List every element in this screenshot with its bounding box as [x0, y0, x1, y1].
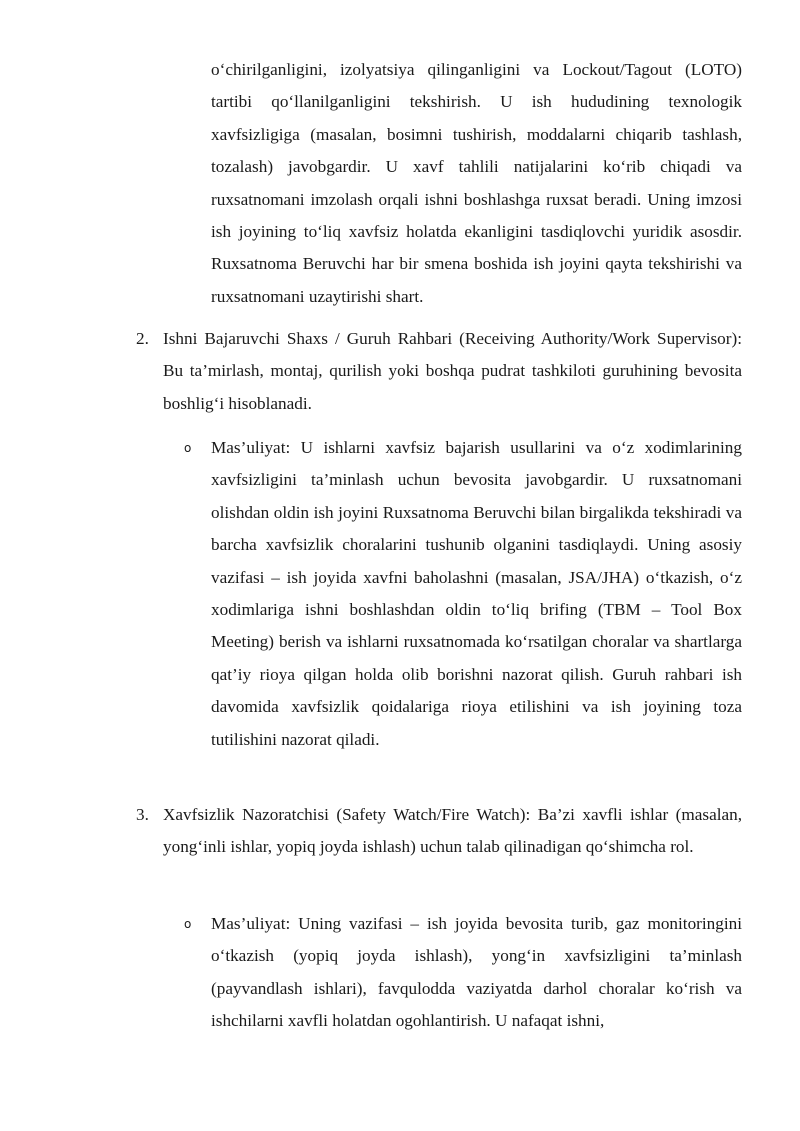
sub-item-responsibility-2 [184, 432, 742, 756]
sub-item-responsibility-3 [184, 908, 742, 1038]
list-item-2 [136, 323, 742, 420]
bullet-icon: o [184, 441, 192, 455]
continuation-paragraph: o‘chirilganligini, izolyatsiya qilinganligini va Lockout/Tagout (LOTO) tartibi qo‘llanilganligini tekshirish. U ish hududining texnologik xavfsizligiga (masalan, bosimni tushirish, moddalarni chiqarib tashlash, tozalash) javobgardir. U xavf tahlili natijalarini ko‘rib chiqadi va ruxsatnomani imzolash orqali ishni boshlashga ruxsat beradi. Uning imzosi ish joyining to‘liq xavfsiz holatda ekanligini tasdiqlovchi yuridik asosdir. Ruxsatnoma Beruvchi har bir smena boshida ish joyini qayta tekshirishi va ruxsatnomani uzaytirishi shart. [211, 60, 742, 306]
list-item-3 [136, 799, 742, 864]
list-number: 2. [136, 329, 149, 348]
sub-item-text: Mas’uliyat: U ishlarni xavfsiz bajarish usullarini va o‘z xodimlarining xavfsizligini ta’minlash uchun bevosita javobgardir. U ruxsatnomani olishdan oldin ish joyini Ruxsatnoma Beruvchi bilan birgalikda tekshiradi va barcha xavfsizlik choralarini tushunib olganini tasdiqlaydi. Uning asosiy vazifasi – ish joyida xavfni baholashni (masalan, JSA/JHA) o‘tkazish, o‘z xodimlariga ishni boshlashdan oldin to‘liq brifing (TBM – Tool Box Meeting) berish va ishlarni ruxsatnomada ko‘rsatilgan choralar va shartlarga qat’iy rioya qilgan holda olib borishni nazorat qilish. Guruh rahbari ish davomida xavfsizlik qoidalariga rioya etilishini va ish joyining toza tutilishini nazorat qiladi. [211, 438, 742, 749]
list-number: 3. [136, 805, 149, 824]
list-item-text: Ishni Bajaruvchi Shaxs / Guruh Rahbari (Receiving Authority/Work Supervisor): Bu ta’mirlash, montaj, qurilish yoki boshqa pudrat tashkiloti guruhining bevosita boshlig‘i hisoblanadi. [163, 329, 742, 413]
bullet-icon: o [184, 917, 192, 931]
sub-item-text: Mas’uliyat: Uning vazifasi – ish joyida bevosita turib, gaz monitoringini o‘tkazish (yopiq joyda ishlash), yong‘in xavfsizligini ta’minlash (payvandlash ishlari), favqulodda vaziyatda darhol choralar ko‘rish va ishchilarni xavfli holatdan ogohlantirish. U nafaqat ishni, [211, 914, 742, 1031]
list-item-text: Xavfsizlik Nazoratchisi (Safety Watch/Fire Watch): Ba’zi xavfli ishlar (masalan, yong‘inli ishlar, yopiq joyda ishlash) uchun talab qilinadigan qo‘shimcha rol. [163, 805, 742, 857]
